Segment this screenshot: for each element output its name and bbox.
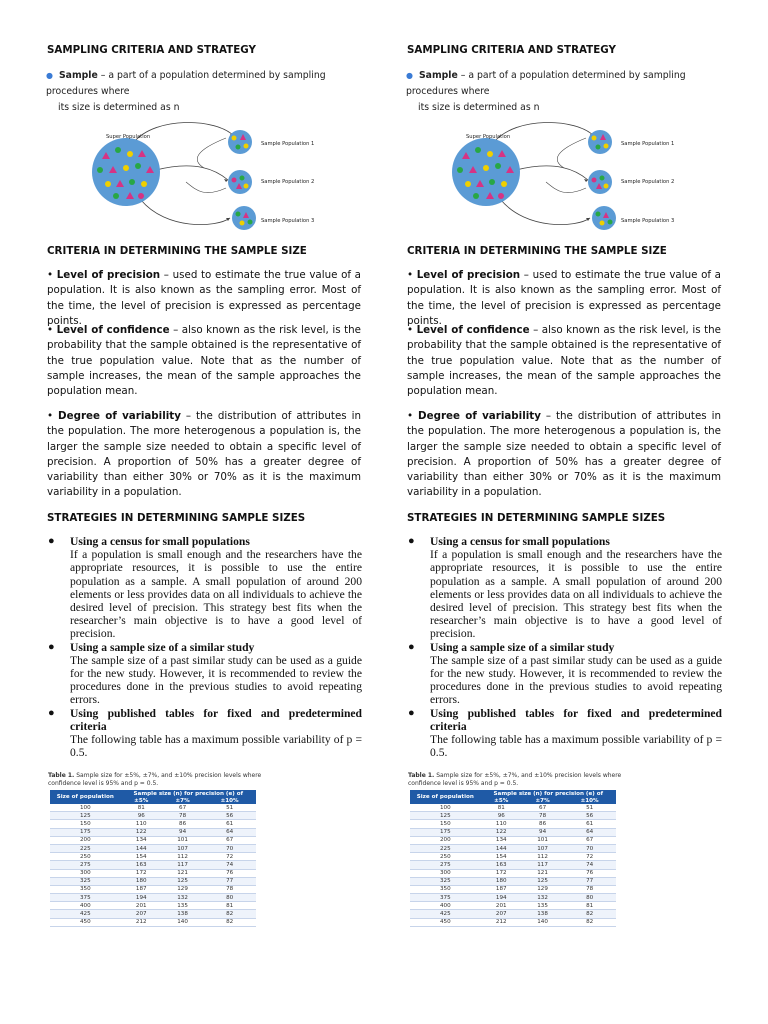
strategy-published-tables: ● Using published tables for fixed and predetermined criteria The following table has a maximum possible variability of p = 0.5. — [48, 706, 362, 760]
table-row: 300 172 121 76 — [410, 869, 616, 877]
table-row: 175 122 94 64 — [410, 828, 616, 836]
strategies-heading: STRATEGIES IN DETERMINING SAMPLE SIZES — [407, 512, 666, 524]
table-row: 125 96 78 56 — [410, 812, 616, 820]
sample-population-1-circle — [228, 130, 252, 154]
table-row: 450 212 140 82 — [50, 918, 256, 926]
table-row: 275 163 117 74 — [50, 861, 256, 869]
table-header-col3: ±10% — [203, 797, 256, 804]
table-row: 425 207 138 82 — [410, 910, 616, 918]
strategies-list — [46, 535, 362, 759]
sample-definition: ● Sample – a part of a population determined by sampling procedures where its size is determined as n — [406, 70, 686, 113]
sample-population-2-label: Sample Population 2 — [261, 179, 315, 185]
table-row: 350 187 129 78 — [410, 885, 616, 893]
sample-population-1-label: Sample Population 1 — [261, 141, 315, 147]
criteria-heading: CRITERIA IN DETERMINING THE SAMPLE SIZE — [47, 245, 307, 257]
table-header-col1: ±5% — [121, 797, 162, 804]
strategy-published-tables: ● Using published tables for fixed and predetermined criteria The following table has a maximum possible variability of p = 0.5. — [408, 706, 722, 760]
table-row: 400 201 135 81 — [50, 902, 256, 910]
criteria-precision: • Level of precision – used to estimate the true value of a population. It is also known as the sampling error. Most of the time, the level of precision is expressed as percentage points. — [407, 269, 721, 327]
table-row: 200 134 101 67 — [50, 836, 256, 844]
table-row: 250 154 112 72 — [50, 853, 256, 861]
table-row: 100 81 67 51 — [410, 804, 616, 812]
table-header-col2: ±7% — [162, 797, 203, 804]
sample-population-3-label: Sample Population 3 — [261, 218, 315, 224]
sample-population-1-label: Sample Population 1 — [621, 141, 675, 147]
table-row: 375 194 132 80 — [50, 894, 256, 902]
strategy-census: ● Using a census for small populations If a population is small enough and the researchers have the appropriate resources, it is possible to use the entire population as a sample. A small population of around 200 elements or less provides data on all individuals to achieve the desired level of precision. This strategy best fits when the researcher’s main objective is to have a good level of precision. — [408, 535, 722, 641]
table-row: 425 207 138 82 — [50, 910, 256, 918]
table-row: 375 194 132 80 — [410, 894, 616, 902]
table-row: 325 180 125 77 — [50, 877, 256, 885]
criteria-confidence: • Level of confidence – also known as the risk level, is the probability that the sample obtained is the representative of the true population value. Note that as the number of sample increases, the mean of the sample approaches the population mean. — [407, 324, 721, 398]
strategy-similar-study: ● Using a sample size of a similar study The sample size of a past similar study can be used as a guide for the new study. However, it is recommended to review the procedures done in the previous studies to avoid repeating errors. — [408, 640, 722, 707]
table-caption: Table 1. Sample size for ±5%, ±7%, and ±10% precision levels where confidence level is 95% and p = 0.5. — [408, 772, 622, 787]
strategies-list — [406, 535, 722, 759]
strategy-similar-study: ● Using a sample size of a similar study The sample size of a past similar study can be used as a guide for the new study. However, it is recommended to review the procedures done in the previous studies to avoid repeating errors. — [48, 640, 362, 707]
table-header-size: Size of population — [50, 790, 121, 804]
table-row: 125 96 78 56 — [50, 812, 256, 820]
sample-population-2-circle — [228, 170, 252, 194]
table-header-col3: ±10% — [563, 797, 616, 804]
table-header-size: Size of population — [410, 790, 481, 804]
sample-definition: ● Sample – a part of a population determined by sampling procedures where its size is determined as n — [46, 70, 326, 113]
table-header-col2: ±7% — [522, 797, 563, 804]
sample-population-2-label: Sample Population 2 — [621, 179, 675, 185]
bullet-icon: ● — [406, 71, 413, 80]
table-row: 225 144 107 70 — [50, 844, 256, 852]
table-row: 150 110 86 61 — [50, 820, 256, 828]
right-page-copy — [406, 0, 722, 1024]
sampling-heading: SAMPLING CRITERIA AND STRATEGY — [407, 44, 616, 56]
population-diagram — [446, 120, 706, 232]
table-row: 400 201 135 81 — [410, 902, 616, 910]
criteria-variability: • Degree of variability – the distribution of attributes in the population. The more heterogenous a population is, the larger the sample size needed to obtain a specific level of precision. A proportion of 50% has a greater degree of variability than either 30% or 70% as it is the maximum variability in a population. — [407, 410, 721, 499]
sample-population-2-circle — [588, 170, 612, 194]
criteria-variability: • Degree of variability – the distribution of attributes in the population. The more heterogenous a population is, the larger the sample size needed to obtain a specific level of precision. A proportion of 50% has a greater degree of variability than either 30% or 70% as it is the maximum variability in a population. — [47, 410, 361, 499]
table-row: 325 180 125 77 — [410, 877, 616, 885]
strategy-census: ● Using a census for small populations If a population is small enough and the researchers have the appropriate resources, it is possible to use the entire population as a sample. A small population of around 200 elements or less provides data on all individuals to achieve the desired level of precision. This strategy best fits when the researcher’s main objective is to have a good level of precision. — [48, 535, 362, 641]
table-row: 225 144 107 70 — [410, 844, 616, 852]
table-row: 250 154 112 72 — [410, 853, 616, 861]
sample-population-3-label: Sample Population 3 — [621, 218, 675, 224]
population-diagram — [86, 120, 346, 232]
criteria-heading: CRITERIA IN DETERMINING THE SAMPLE SIZE — [407, 245, 667, 257]
table-row: 275 163 117 74 — [410, 861, 616, 869]
table-header-sample: Sample size (n) for precision (e) of — [481, 790, 616, 797]
strategies-heading: STRATEGIES IN DETERMINING SAMPLE SIZES — [47, 512, 306, 524]
table-row: 350 187 129 78 — [50, 885, 256, 893]
sample-size-table — [50, 790, 256, 927]
table-row: 175 122 94 64 — [50, 828, 256, 836]
criteria-precision: • Level of precision – used to estimate the true value of a population. It is also known as the sampling error. Most of the time, the level of precision is expressed as percentage points. — [47, 269, 361, 327]
left-page-copy — [46, 0, 362, 1024]
super-population-label: Super Population — [466, 134, 511, 140]
table-row: 200 134 101 67 — [410, 836, 616, 844]
table-header-col1: ±5% — [481, 797, 522, 804]
sample-size-table — [410, 790, 616, 927]
table-row: 100 81 67 51 — [50, 804, 256, 812]
table-row: 450 212 140 82 — [410, 918, 616, 926]
table-caption: Table 1. Sample size for ±5%, ±7%, and ±10% precision levels where confidence level is 95% and p = 0.5. — [48, 772, 262, 787]
table-header-sample: Sample size (n) for precision (e) of — [121, 790, 256, 797]
sampling-heading: SAMPLING CRITERIA AND STRATEGY — [47, 44, 256, 56]
table-row: 150 110 86 61 — [410, 820, 616, 828]
table-row: 300 172 121 76 — [50, 869, 256, 877]
super-population-label: Super Population — [106, 134, 151, 140]
sample-population-1-circle — [588, 130, 612, 154]
bullet-icon: ● — [46, 71, 53, 80]
criteria-confidence: • Level of confidence – also known as the risk level, is the probability that the sample obtained is the representative of the true population value. Note that as the number of sample increases, the mean of the sample approaches the population mean. — [47, 324, 361, 398]
